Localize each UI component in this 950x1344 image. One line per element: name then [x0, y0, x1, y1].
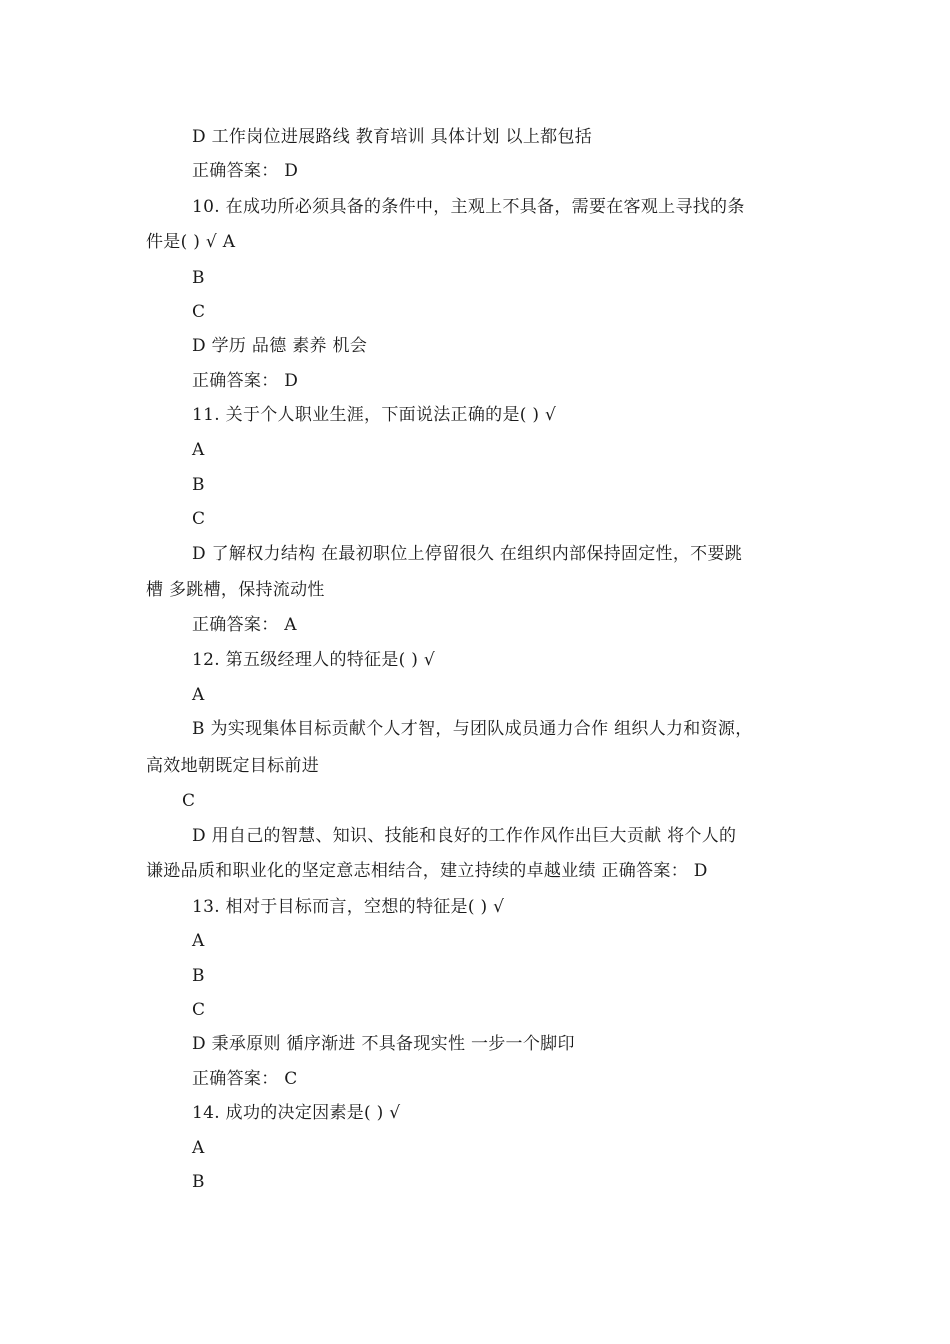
q11-option-b: B	[192, 475, 205, 495]
q12-option-b-cont: 高效地朝既定目标前进	[146, 756, 319, 776]
q11-question: 11. 关于个人职业生涯，下面说法正确的是( ) √	[192, 405, 557, 425]
q12-option-d: D 用自己的智慧、知识、技能和良好的工作作风作出巨大贡献 将个人的	[192, 826, 737, 846]
q9-answer: 正确答案： D	[192, 161, 299, 181]
q12-option-a: A	[192, 685, 205, 705]
q11-option-d: D 了解权力结构 在最初职位上停留很久 在组织内部保持固定性，不要跳	[192, 544, 743, 564]
q10-option-d: D 学历 品德 素养 机会	[192, 336, 368, 356]
q12-option-d-cont-answer: 谦逊品质和职业化的坚定意志相结合，建立持续的卓越业绩 正确答案： D	[146, 861, 708, 881]
q9-option-d: D 工作岗位进展路线 教育培训 具体计划 以上都包括	[192, 127, 593, 147]
q13-option-d: D 秉承原则 循序渐进 不具备现实性 一步一个脚印	[192, 1034, 575, 1054]
q11-option-d-cont: 槽 多跳槽，保持流动性	[146, 580, 325, 600]
q14-option-b: B	[192, 1172, 205, 1192]
q14-option-a: A	[192, 1138, 205, 1158]
q13-option-b: B	[192, 966, 205, 986]
q14-question: 14. 成功的决定因素是( ) √	[192, 1103, 401, 1123]
q11-answer: 正确答案： A	[192, 615, 297, 635]
q10-answer: 正确答案： D	[192, 371, 299, 391]
q12-option-c: C	[182, 791, 196, 811]
q10-option-c: C	[192, 302, 206, 322]
q13-answer: 正确答案： C	[192, 1069, 298, 1089]
q12-question: 12. 第五级经理人的特征是( ) √	[192, 650, 436, 670]
q10-question-cont: 件是( ) √ A	[146, 232, 236, 252]
q10-option-b: B	[192, 268, 205, 288]
q13-option-a: A	[192, 931, 205, 951]
q10-question: 10. 在成功所必须具备的条件中，主观上不具备，需要在客观上寻找的条	[192, 197, 745, 217]
q13-option-c: C	[192, 1000, 206, 1020]
q13-question: 13. 相对于目标而言，空想的特征是( ) √	[192, 897, 505, 917]
q12-option-b: B 为实现集体目标贡献个人才智，与团队成员通力合作 组织人力和资源，	[192, 719, 753, 739]
q11-option-c: C	[192, 509, 206, 529]
q11-option-a: A	[192, 440, 205, 460]
